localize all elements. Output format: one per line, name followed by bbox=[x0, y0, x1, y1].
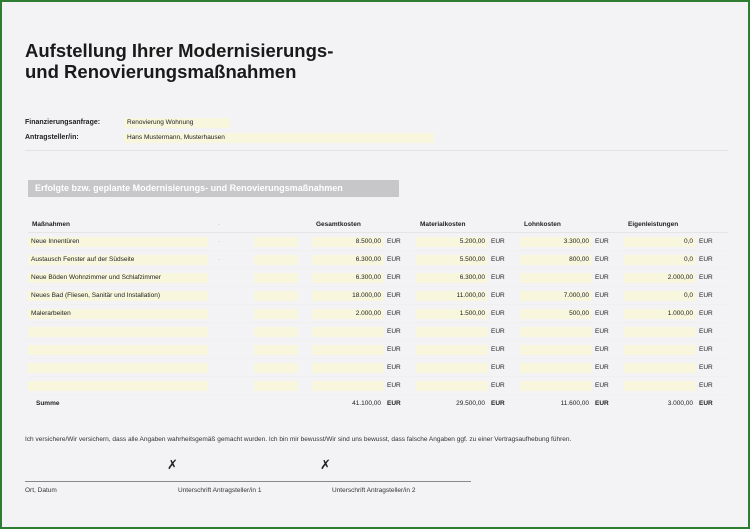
marker-cell bbox=[214, 287, 312, 305]
currency-label: EUR bbox=[595, 274, 609, 281]
measure-input[interactable] bbox=[28, 327, 208, 337]
measure-cell bbox=[28, 251, 214, 269]
applicant-label: Antragsteller/in: bbox=[25, 134, 79, 141]
currency-label: EUR bbox=[595, 292, 609, 299]
total-cell bbox=[312, 233, 416, 251]
header-measures: Maßnahmen bbox=[28, 216, 214, 233]
place-date-label: Ort, Datum bbox=[25, 487, 57, 494]
material-input[interactable]: 11.000,00 bbox=[416, 291, 488, 301]
total-input[interactable] bbox=[312, 327, 384, 337]
total-input[interactable]: 2.000,00 bbox=[312, 309, 384, 319]
table-row bbox=[28, 305, 728, 323]
material-input[interactable]: 5.200,00 bbox=[416, 237, 488, 247]
marker-input[interactable] bbox=[254, 237, 298, 247]
page-frame bbox=[2, 2, 748, 527]
labor-input[interactable] bbox=[520, 327, 592, 337]
total-input[interactable]: 8.500,00 bbox=[312, 237, 384, 247]
table-row bbox=[28, 359, 728, 377]
sum-total-cell bbox=[312, 395, 416, 413]
material-input[interactable] bbox=[416, 381, 488, 391]
own-cell bbox=[624, 269, 728, 287]
measure-input[interactable]: Neue Innentüren bbox=[28, 237, 208, 247]
currency-label: EUR bbox=[491, 292, 505, 299]
currency-label: EUR bbox=[491, 238, 505, 245]
material-cell bbox=[416, 251, 520, 269]
title-line-1: Aufstellung Ihrer Modernisierungs- bbox=[25, 40, 334, 61]
marker-cell bbox=[214, 323, 312, 341]
marker-cell bbox=[214, 359, 312, 377]
table-row bbox=[28, 251, 728, 269]
marker-cell bbox=[214, 377, 312, 395]
currency-label: EUR bbox=[387, 310, 401, 317]
currency-label: EUR bbox=[699, 292, 713, 299]
currency-label: EUR bbox=[595, 382, 609, 389]
table-row bbox=[28, 377, 728, 395]
total-cell bbox=[312, 341, 416, 359]
signature-mark-2: ✗ bbox=[320, 457, 331, 472]
own-cell bbox=[624, 341, 728, 359]
own-input[interactable]: 2.000,00 bbox=[624, 273, 696, 283]
own-cell bbox=[624, 377, 728, 395]
measure-input[interactable]: Austausch Fenster auf der Südseite bbox=[28, 255, 208, 265]
labor-cell bbox=[520, 323, 624, 341]
page-title bbox=[25, 40, 333, 82]
measure-input[interactable]: Malerarbeiten bbox=[28, 309, 208, 319]
currency-label: EUR bbox=[699, 238, 713, 245]
measure-input[interactable] bbox=[28, 381, 208, 391]
material-cell bbox=[416, 359, 520, 377]
labor-cell bbox=[520, 251, 624, 269]
currency-label: EUR bbox=[387, 292, 401, 299]
currency-label: EUR bbox=[387, 274, 401, 281]
header-own: Eigenleistungen bbox=[624, 216, 728, 233]
total-input[interactable]: 6.300,00 bbox=[312, 255, 384, 265]
measure-input[interactable]: Neue Böden Wohnzimmer und Schlafzimmer bbox=[28, 273, 208, 283]
own-input[interactable] bbox=[624, 363, 696, 373]
table-header-row bbox=[28, 216, 728, 233]
currency-label: EUR bbox=[491, 274, 505, 281]
own-cell bbox=[624, 287, 728, 305]
material-cell bbox=[416, 269, 520, 287]
sum-material-cell bbox=[416, 395, 520, 413]
own-cell bbox=[624, 359, 728, 377]
request-label: Finanzierungsanfrage: bbox=[25, 119, 101, 126]
own-input[interactable]: 0,0 bbox=[624, 237, 696, 247]
section-header: Erfolgte bzw. geplante Modernisierungs- und Renovierungsmaßnahmen bbox=[28, 180, 399, 197]
own-cell bbox=[624, 305, 728, 323]
currency-label: EUR bbox=[387, 364, 401, 371]
header-marker: · bbox=[214, 216, 312, 233]
sum-total-value: 41.100,00 bbox=[352, 399, 381, 407]
sum-own-value: 3.000,00 bbox=[667, 399, 693, 407]
material-input[interactable]: 1.500,00 bbox=[416, 309, 488, 319]
sum-material-value: 29.500,00 bbox=[456, 399, 485, 407]
currency-label: EUR bbox=[491, 364, 505, 371]
measure-cell bbox=[28, 233, 214, 251]
labor-cell bbox=[520, 341, 624, 359]
own-input[interactable]: 0,0 bbox=[624, 255, 696, 265]
currency-label: EUR bbox=[595, 256, 609, 263]
measure-cell bbox=[28, 377, 214, 395]
currency-label: EUR bbox=[699, 382, 713, 389]
total-cell bbox=[312, 251, 416, 269]
total-cell bbox=[312, 287, 416, 305]
currency-label: EUR bbox=[387, 346, 401, 353]
measure-cell bbox=[28, 341, 214, 359]
own-input[interactable] bbox=[624, 381, 696, 391]
sum-spacer bbox=[214, 395, 312, 413]
labor-input[interactable]: 3.300,00 bbox=[520, 237, 592, 247]
total-input[interactable]: 6.300,00 bbox=[312, 273, 384, 283]
marker-input[interactable] bbox=[254, 309, 298, 319]
labor-input[interactable] bbox=[520, 345, 592, 355]
currency-label: EUR bbox=[387, 238, 401, 245]
currency-label: EUR bbox=[595, 238, 609, 245]
material-cell bbox=[416, 233, 520, 251]
total-input[interactable] bbox=[312, 381, 384, 391]
labor-input[interactable] bbox=[520, 363, 592, 373]
measure-cell bbox=[28, 305, 214, 323]
measure-cell bbox=[28, 359, 214, 377]
signature-line bbox=[25, 481, 471, 482]
material-input[interactable] bbox=[416, 327, 488, 337]
own-input[interactable]: 1.000,00 bbox=[624, 309, 696, 319]
own-input[interactable] bbox=[624, 345, 696, 355]
measure-cell bbox=[28, 269, 214, 287]
currency-label: EUR bbox=[699, 310, 713, 317]
sum-label: Summe bbox=[36, 400, 60, 407]
total-input[interactable] bbox=[312, 345, 384, 355]
row-marker: · bbox=[218, 238, 221, 245]
labor-input[interactable] bbox=[520, 273, 592, 283]
total-input[interactable]: 18.000,00 bbox=[312, 291, 384, 301]
marker-input[interactable] bbox=[254, 327, 298, 337]
marker-cell bbox=[214, 305, 312, 323]
declaration-text: Ich versichere/Wir versichern, dass alle Angaben wahrheitsgemäß gemacht wurden. Ich bin mir bewusst/Wir sind uns bewusst, dass falsche Angaben ggf. zu einer Vertragsaufhebung führen. bbox=[25, 436, 572, 443]
currency-label: EUR bbox=[491, 382, 505, 389]
currency-label: EUR bbox=[387, 328, 401, 335]
material-cell bbox=[416, 323, 520, 341]
signature-label-2: Unterschrift Antragsteller/in 2 bbox=[332, 487, 416, 494]
currency-label: EUR bbox=[491, 346, 505, 353]
measure-cell bbox=[28, 287, 214, 305]
marker-input[interactable] bbox=[254, 345, 298, 355]
signature-label-1: Unterschrift Antragsteller/in 1 bbox=[178, 487, 262, 494]
currency-label: EUR bbox=[699, 274, 713, 281]
currency-label: EUR bbox=[491, 399, 505, 407]
labor-cell bbox=[520, 269, 624, 287]
material-cell bbox=[416, 305, 520, 323]
total-input[interactable] bbox=[312, 363, 384, 373]
own-cell bbox=[624, 323, 728, 341]
table-row bbox=[28, 287, 728, 305]
material-input[interactable] bbox=[416, 363, 488, 373]
own-cell bbox=[624, 233, 728, 251]
measure-input[interactable] bbox=[28, 345, 208, 355]
labor-input[interactable] bbox=[520, 381, 592, 391]
marker-cell bbox=[214, 251, 312, 269]
header-material: Materialkosten bbox=[416, 216, 520, 233]
currency-label: EUR bbox=[595, 328, 609, 335]
material-cell bbox=[416, 377, 520, 395]
marker-input[interactable] bbox=[254, 381, 298, 391]
currency-label: EUR bbox=[595, 364, 609, 371]
currency-label: EUR bbox=[491, 310, 505, 317]
material-input[interactable]: 6.300,00 bbox=[416, 273, 488, 283]
total-cell bbox=[312, 305, 416, 323]
own-input[interactable]: 0,0 bbox=[624, 291, 696, 301]
labor-input[interactable]: 800,00 bbox=[520, 255, 592, 265]
marker-cell bbox=[214, 269, 312, 287]
currency-label: EUR bbox=[699, 346, 713, 353]
labor-cell bbox=[520, 233, 624, 251]
title-line-2: und Renovierungsmaßnahmen bbox=[25, 61, 297, 82]
sum-labor-cell bbox=[520, 395, 624, 413]
total-cell bbox=[312, 359, 416, 377]
currency-label: EUR bbox=[387, 399, 401, 407]
own-cell bbox=[624, 251, 728, 269]
currency-label: EUR bbox=[595, 310, 609, 317]
material-cell bbox=[416, 287, 520, 305]
measure-cell bbox=[28, 323, 214, 341]
table-row bbox=[28, 341, 728, 359]
signature-mark-1: ✗ bbox=[167, 457, 178, 472]
currency-label: EUR bbox=[699, 328, 713, 335]
labor-input[interactable]: 500,00 bbox=[520, 309, 592, 319]
request-field[interactable]: Renovierung Wohnung bbox=[124, 118, 229, 128]
marker-input[interactable] bbox=[254, 255, 298, 265]
currency-label: EUR bbox=[491, 328, 505, 335]
marker-input[interactable] bbox=[254, 363, 298, 373]
marker-cell bbox=[214, 233, 312, 251]
total-cell bbox=[312, 377, 416, 395]
table-row bbox=[28, 323, 728, 341]
currency-label: EUR bbox=[699, 256, 713, 263]
material-input[interactable]: 5.500,00 bbox=[416, 255, 488, 265]
header-total: Gesamtkosten bbox=[312, 216, 416, 233]
measure-input[interactable]: Neues Bad (Fliesen, Sanitär und Installation) bbox=[28, 291, 208, 301]
material-cell bbox=[416, 341, 520, 359]
table-row bbox=[28, 233, 728, 251]
document-page bbox=[2, 2, 748, 527]
measures-table bbox=[28, 216, 728, 412]
currency-label: EUR bbox=[595, 399, 609, 407]
labor-cell bbox=[520, 305, 624, 323]
currency-label: EUR bbox=[699, 364, 713, 371]
labor-input[interactable]: 7.000,00 bbox=[520, 291, 592, 301]
sum-labor-value: 11.600,00 bbox=[560, 399, 589, 407]
sum-own-cell bbox=[624, 395, 728, 413]
row-marker: · bbox=[218, 256, 221, 263]
marker-input[interactable] bbox=[254, 291, 298, 301]
currency-label: EUR bbox=[699, 399, 713, 407]
marker-cell bbox=[214, 341, 312, 359]
total-cell bbox=[312, 323, 416, 341]
table-row bbox=[28, 269, 728, 287]
total-cell bbox=[312, 269, 416, 287]
marker-input[interactable] bbox=[254, 273, 298, 283]
sum-row bbox=[28, 395, 728, 413]
currency-label: EUR bbox=[595, 346, 609, 353]
currency-label: EUR bbox=[387, 382, 401, 389]
labor-cell bbox=[520, 377, 624, 395]
labor-cell bbox=[520, 287, 624, 305]
labor-cell bbox=[520, 359, 624, 377]
currency-label: EUR bbox=[491, 256, 505, 263]
header-labor: Lohnkosten bbox=[520, 216, 624, 233]
material-input[interactable] bbox=[416, 345, 488, 355]
divider bbox=[25, 150, 728, 151]
currency-label: EUR bbox=[387, 256, 401, 263]
measure-input[interactable] bbox=[28, 363, 208, 373]
applicant-field[interactable]: Hans Mustermann, Musterhausen bbox=[124, 133, 434, 143]
own-input[interactable] bbox=[624, 327, 696, 337]
